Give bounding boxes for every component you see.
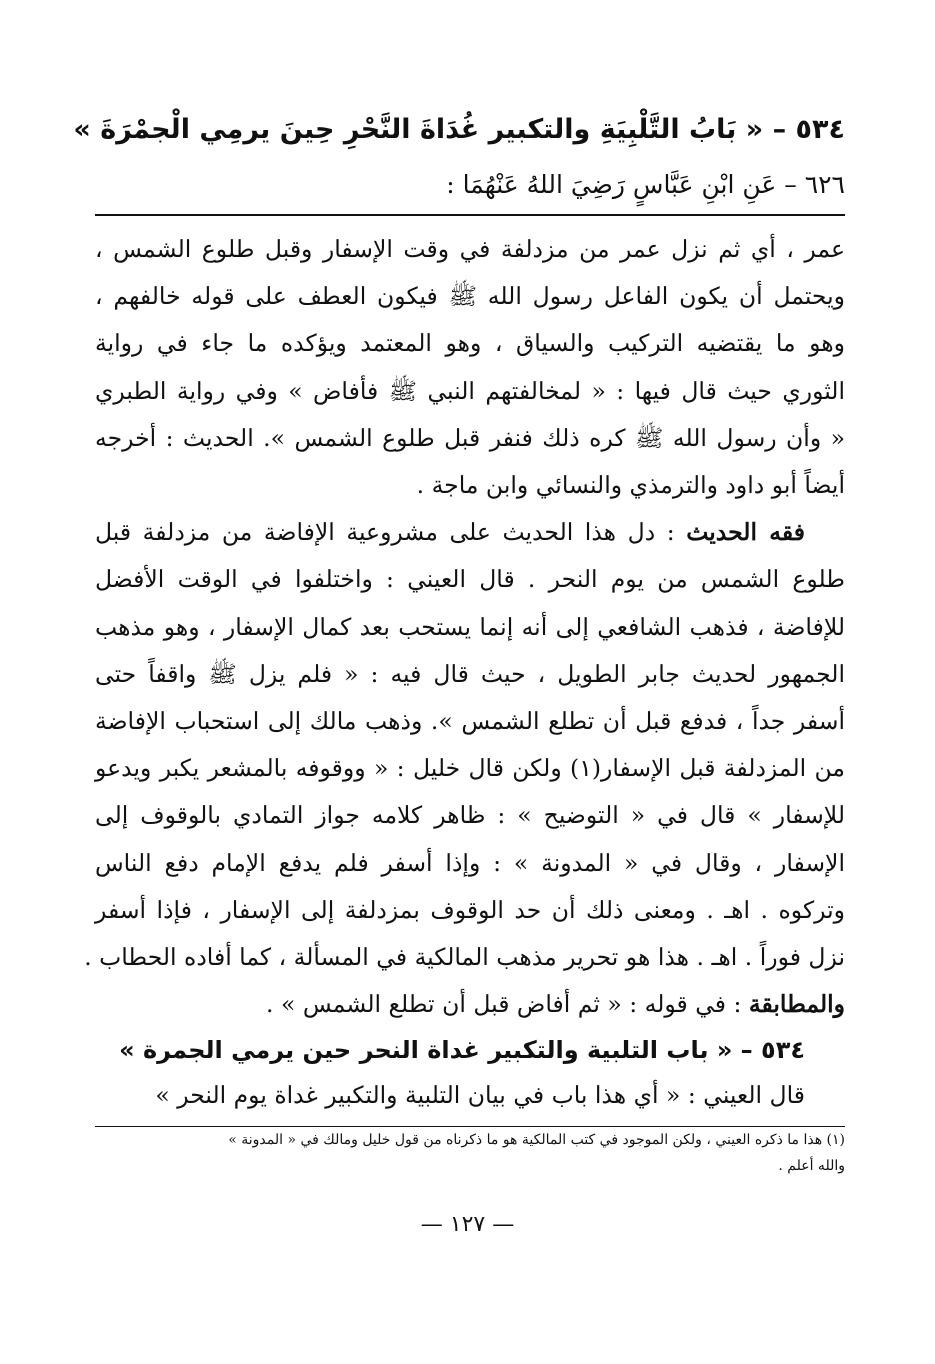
text-line: للإسفار » قال في « التوضيح » : ظاهر كلامه جواز التمادي بالوقوف إلى [95, 801, 845, 830]
text-line: وهو ما يقتضيه التركيب والسياق ، وهو المعتمد ويؤكده ما جاء في رواية [95, 329, 845, 358]
text-line [95, 509, 845, 556]
subchapter-text [95, 1072, 845, 1119]
text-line: أيضاً أبو داود والترمذي والنسائي وابن ماجة . [416, 471, 845, 500]
text-line: من المزدلفة قبل الإسفار(١) ولكن قال خليل : « ووقوفه بالمشعر يكبر ويدعو [95, 754, 845, 783]
footnote [95, 1127, 845, 1179]
text-line [95, 981, 845, 1028]
text-line: الجمهور لحديث جابر الطويل ، حيث قال فيه : « فلم يزل ﷺ واقفاً حتى [95, 659, 845, 688]
text-line: الإسفار ، وقال في « المدونة » : وإذا أسفر فلم يدفع الإمام دفع الناس [95, 848, 845, 877]
text-line: للإفاضة ، فذهب الشافعي إلى أنه إنما يستحب بعد كمال الإسفار ، وهو مذهب [95, 612, 845, 641]
text-line: عمر ، أي ثم نزل عمر من مزدلفة في وقت الإسفار وقبل طلوع الشمس ، [95, 235, 845, 263]
footnote-line: والله أعلم . [778, 1157, 845, 1174]
chapter-title: ٥٣٤ – « بَابُ التَّلْبِيَةِ والتكبير غُدَاةَ النَّحْرِ حِينَ يرمِي الْجمْرَةَ » [73, 114, 845, 145]
text-line: قال العيني : « أي هذا باب في بيان التلبية والتكبير غداة يوم النحر » [155, 1081, 805, 1110]
page-body [73, 100, 845, 1179]
text-line: أسفر جداً ، فدفع قبل أن تطلع الشمس ». وذهب مالك إلى استحباب الإفاضة [95, 707, 845, 736]
text-line: وتركوه . اهـ . ومعنى ذلك أن حد الوقوف بمزدلفة إلى الإسفار ، فإذا أسفر [95, 895, 845, 924]
subchapter-title: ٥٣٤ – « باب التلبية والتكبير غداة النحر حين يرمي الجمرة » [119, 1036, 805, 1065]
text-line: الثوري حيث قال فيها : « لمخالفتهم النبي ﷺ فأفاض » وفي رواية الطبري [95, 376, 845, 405]
matching-heading: والمطابقة [748, 990, 845, 1019]
text-segment: : في قوله : « ثم أفاض قبل أن تطلع الشمس » . [266, 990, 742, 1019]
text-line: « وأن رسول الله ﷺ كره ذلك فنفر قبل طلوع الشمس ». الحديث : أخرجه [95, 423, 845, 452]
text-line: ويحتمل أن يكون الفاعل رسول الله ﷺ فيكون العطف على قوله خالفهم ، [95, 282, 845, 311]
text-line: نزل فوراً . اهـ . هذا هو تحرير مذهب المالكية في المسألة ، كما أفاده الحطاب . [84, 943, 845, 972]
footnote-line: (١) هذا ما ذكره العيني ، ولكن الموجود في كتب المالكية هو ما ذكرناه من قول خليل ومالك في « المدونة » [228, 1131, 845, 1148]
commentary-paragraph-2 [84, 509, 845, 1028]
page-number: — ١٢٧ — [420, 1212, 515, 1237]
fiqh-heading: فقه الحديث [686, 518, 805, 547]
commentary-paragraph-1 [95, 226, 845, 509]
hadith-heading: ٦٢٦ – عَنِ ابْنِ عَبَّاسٍ رَضِيَ اللهُ عَنْهُمَا : [95, 160, 845, 216]
text-segment: : دل هذا الحديث على مشروعية الإفاضة من مزدلفة قبل [95, 518, 687, 547]
text-line: طلوع الشمس من يوم النحر . قال العيني : واختلفوا في الوقت الأفضل [95, 565, 845, 594]
